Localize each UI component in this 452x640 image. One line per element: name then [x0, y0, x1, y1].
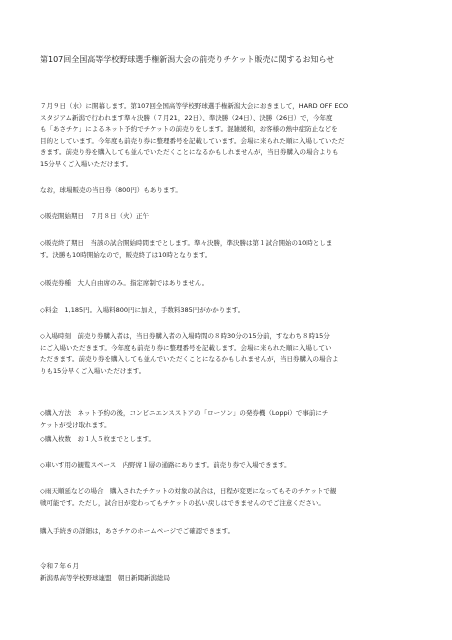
sale-end-line: ◇販売終了期日 当該の試合開始時間までとします。準々決勝，準決勝は第１試合開始の10時としま	[40, 239, 333, 247]
purchase-method-line: ケットが受け取れます。	[40, 420, 111, 429]
sale-start-section	[40, 211, 422, 223]
entry-time-line: ただきます。前売り券を購入しても並んでいただくことになるかもしれませんが，当日券購入の場合よ	[40, 355, 339, 363]
intro-line: スタジアム新潟で行われます準々決勝（７月21，22日）、準決勝（24日）、決勝（26日）で，今年度	[40, 113, 333, 122]
details-note	[40, 526, 422, 538]
entry-time-line: りも15分早くご入場いただけます。	[40, 366, 146, 375]
intro-line: 15分早くご入場いただけます。	[40, 159, 133, 168]
rain-delay-section	[40, 486, 422, 509]
details-text: 購入手続きの詳細は，あさチケのホームページでご確認できます。	[40, 527, 235, 535]
entry-time-line: にご入場いただきます。今年度も前売り券に整理番号を記載します。会場に来られた順に入場してい	[40, 343, 332, 352]
wheelchair-section	[40, 460, 422, 472]
intro-line: 目的としています。今年度も前売り券に整理番号を記載しています。会場に来られた順に入場していただ	[40, 136, 345, 145]
sale-end-line: す。決勝も10時開始なので，販売終了は10時となります。	[40, 250, 212, 259]
document-title: 第107回全国高等学校野球選手権新潟大会の前売りチケット販売に関するお知らせ	[40, 55, 335, 64]
entry-time-section	[40, 331, 422, 377]
price-section	[40, 305, 422, 317]
intro-line: も「あさチケ」によるネット予約でチケットの前売りをします。混雑緩和，お客様の熱中症防止などを	[40, 125, 338, 133]
issue-date: 令和７年６月	[40, 562, 79, 570]
wheelchair-text: ◇車いす用の観覧スペース 内野席１層の通路にあります。前売り券で入場できます。	[40, 461, 291, 469]
price-text: ◇料金 1,185円。入場料800円に加え，手数料385円がかかります。	[40, 306, 245, 314]
sale-end-section	[40, 238, 422, 261]
purchase-method-line: ◇購入方法 ネット予約の後，コンビニエンスストアの「ローソン」の発券機（Loppi）で事前にチ	[40, 409, 329, 417]
intro-line: きます。前売り券を購入しても並んでいただくことになるかもしれませんが，当日券購入の場合よりも	[40, 148, 339, 156]
rain-delay-line: ◇雨天順延などの場合 購入されたチケットの対象の試合は，日程が変更になってもそのチケットで観	[40, 487, 337, 495]
purchase-limit-text: ◇購入枚数 お１人５枚までとします。	[40, 435, 155, 443]
day-tickets-note	[40, 185, 422, 197]
rain-delay-line: 戦可能です。ただし，試合日が変わってもチケットの払い戻しはできませんのでご注意ください。	[40, 498, 325, 507]
closing-block	[40, 561, 422, 584]
day-tickets-text: なお，球場販売の当日券（800円）もあります。	[40, 186, 182, 194]
sale-start-text: ◇販売開始期日 ７月８日（火）正午	[40, 212, 149, 220]
ticket-type-section	[40, 278, 422, 290]
entry-time-line: ◇入場時刻 前売り券購入者は，当日券購入者の入場時間の８時30分の15分前，すなわち８時15分	[40, 332, 330, 340]
intro-line: ７月９日（水）に開幕します。第107回全国高等学校野球選手権新潟大会におきまして，HARD OFF ECO	[40, 102, 349, 110]
purchase-limit-section	[40, 434, 422, 446]
issuer-signature: 新潟県高等学校野球連盟 朝日新聞新潟総局	[40, 573, 170, 582]
intro-paragraph	[40, 101, 422, 170]
ticket-type-text: ◇販売券種 大人自由席のみ。指定席制ではありません。	[40, 279, 209, 287]
purchase-method-section	[40, 408, 422, 431]
